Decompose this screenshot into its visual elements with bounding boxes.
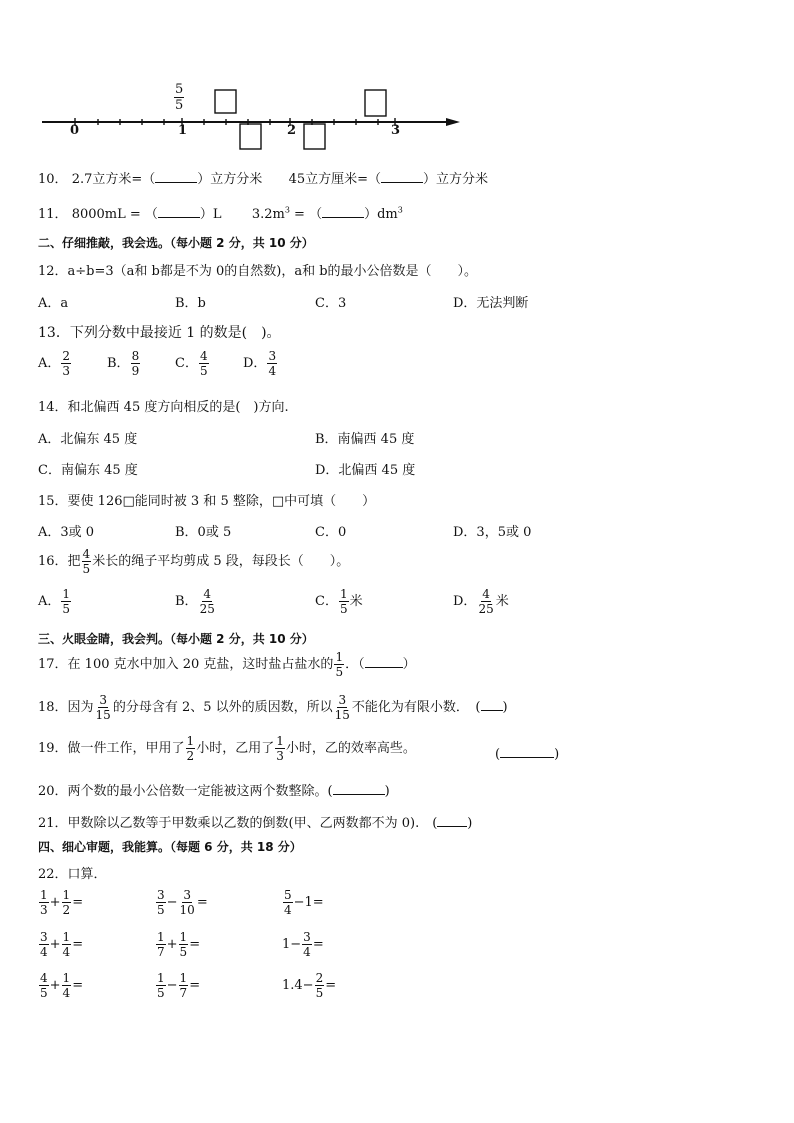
calc-item bbox=[282, 972, 336, 999]
fraction-numerator: 1 bbox=[335, 650, 344, 664]
fraction-numerator: 4 bbox=[40, 971, 48, 985]
fraction-denominator: 15 bbox=[95, 708, 111, 722]
bracket: ） bbox=[402, 657, 416, 672]
option-c[interactable]: C．南偏东 45 度 bbox=[38, 463, 138, 478]
option-b[interactable] bbox=[107, 350, 141, 377]
fraction-numerator: 4 bbox=[82, 547, 91, 561]
calc-item bbox=[38, 931, 83, 958]
fraction-denominator: 25 bbox=[199, 602, 215, 616]
fraction-numerator: 1 bbox=[62, 888, 71, 902]
fraction-numerator: 3 bbox=[303, 930, 311, 944]
fraction-numerator: 1 bbox=[157, 930, 165, 944]
equals-sign: = bbox=[72, 978, 84, 993]
operand: 1.4− bbox=[282, 978, 314, 993]
option-b[interactable]: B．0或 5 bbox=[175, 525, 232, 540]
fraction-denominator: 4 bbox=[303, 945, 311, 959]
bracket: ) bbox=[502, 700, 508, 715]
operator: − bbox=[166, 895, 178, 910]
fraction-numerator: 8 bbox=[131, 349, 140, 363]
fraction-numerator: 2 bbox=[315, 971, 324, 985]
calc-item bbox=[155, 889, 208, 916]
fraction-numerator: 5 bbox=[284, 888, 292, 902]
question-19-answer bbox=[495, 745, 559, 762]
calc-item bbox=[155, 972, 200, 999]
fraction-denominator: 5 bbox=[157, 903, 165, 917]
option-label: C． bbox=[175, 356, 198, 371]
option-c[interactable] bbox=[175, 350, 210, 377]
unit-text: ）dm bbox=[364, 207, 398, 222]
operator: + bbox=[49, 895, 61, 910]
question-20 bbox=[38, 780, 390, 799]
stem-text: 不能化为有限小数． ( bbox=[351, 700, 481, 715]
answer-box[interactable] bbox=[304, 124, 325, 149]
option-d[interactable]: D．3，5或 0 bbox=[453, 525, 532, 540]
number-line bbox=[38, 78, 468, 158]
operator: + bbox=[49, 937, 61, 952]
fraction-denominator: 5 bbox=[40, 986, 48, 1000]
fraction-denominator: 7 bbox=[179, 986, 188, 1000]
stem-text: ．（ bbox=[345, 657, 365, 672]
fraction-numerator: 5 bbox=[175, 82, 184, 97]
option-label: D． bbox=[243, 356, 267, 371]
number-line-fraction bbox=[174, 83, 184, 112]
operator: + bbox=[166, 937, 178, 952]
fraction-denominator: 5 bbox=[82, 562, 91, 576]
value: 45 bbox=[288, 172, 306, 187]
question-21 bbox=[38, 812, 472, 831]
bracket: ) bbox=[467, 816, 473, 831]
tick-label-1: 1 bbox=[178, 123, 188, 138]
calc-item bbox=[282, 931, 324, 958]
calc-item bbox=[155, 931, 200, 958]
superscript: 3 bbox=[397, 205, 403, 215]
option-d[interactable]: D．无法判断 bbox=[453, 296, 529, 311]
stem-text: 18．因为 bbox=[38, 700, 94, 715]
stem-text: 17．在 100 克水中加入 20 克盐，这时盐占盐水的 bbox=[38, 657, 334, 672]
option-label: B． bbox=[175, 594, 198, 609]
fraction-numerator: 3 bbox=[99, 693, 107, 707]
option-a[interactable] bbox=[38, 588, 72, 615]
stem-text: 21．甲数除以乙数等于甲数乘以乙数的倒数(甲、乙两数都不为 0). ( bbox=[38, 816, 438, 831]
answer-blank[interactable] bbox=[322, 205, 364, 218]
calc-item bbox=[38, 889, 83, 916]
question-12-stem: 12．a÷b=3（a和 b都是不为 0的自然数)，a和 b的最小公倍数是（ ）。 bbox=[38, 264, 478, 279]
fraction-denominator: 4 bbox=[40, 945, 48, 959]
equals-sign: = bbox=[72, 895, 84, 910]
fraction-numerator: 3 bbox=[338, 693, 347, 707]
fraction-denominator: 4 bbox=[62, 986, 71, 1000]
fraction-numerator: 1 bbox=[157, 971, 165, 985]
option-d[interactable]: D．北偏西 45 度 bbox=[315, 463, 416, 478]
fraction-numerator: 3 bbox=[40, 930, 48, 944]
value: 3.2m bbox=[251, 207, 285, 222]
calc-item bbox=[38, 972, 83, 999]
answer-blank[interactable] bbox=[481, 698, 503, 711]
fraction-numerator: 1 bbox=[40, 888, 48, 902]
fraction-numerator: 3 bbox=[183, 888, 191, 902]
fraction-denominator: 5 bbox=[335, 665, 344, 679]
fraction-denominator: 7 bbox=[157, 945, 165, 959]
fraction-numerator: 2 bbox=[62, 349, 71, 363]
answer-blank[interactable] bbox=[500, 745, 554, 758]
value: 8000mL = （ bbox=[71, 207, 158, 222]
question-11 bbox=[38, 203, 403, 222]
fraction-denominator: 2 bbox=[186, 749, 195, 763]
operand: 1− bbox=[282, 937, 302, 952]
option-d[interactable] bbox=[243, 350, 278, 377]
option-b[interactable]: B．b bbox=[175, 296, 206, 311]
section-3-heading: 三、火眼金睛，我会判。（每小题 2 分，共 10 分） bbox=[38, 632, 314, 646]
option-d[interactable] bbox=[453, 588, 509, 615]
fraction-numerator: 4 bbox=[203, 587, 212, 601]
equals-sign: = bbox=[312, 937, 324, 952]
option-a[interactable]: A．a bbox=[38, 296, 69, 311]
answer-blank[interactable] bbox=[333, 782, 385, 795]
answer-blank[interactable] bbox=[381, 170, 423, 183]
fraction-numerator: 4 bbox=[199, 349, 208, 363]
unit-text: = （ bbox=[289, 207, 323, 222]
answer-box[interactable] bbox=[365, 90, 386, 116]
section-2-heading: 二、仔细推敲，我会选。（每小题 2 分，共 10 分） bbox=[38, 236, 314, 250]
fraction-denominator: 5 bbox=[315, 986, 324, 1000]
superscript: 3 bbox=[284, 205, 290, 215]
equals-sign: = bbox=[72, 937, 84, 952]
stem-text: 小时，乙的效率高些。 bbox=[285, 741, 416, 756]
bracket: ) bbox=[384, 784, 390, 799]
operator: + bbox=[49, 978, 61, 993]
operator: −1= bbox=[293, 895, 324, 910]
fraction-numerator: 4 bbox=[482, 587, 490, 601]
unit-text: 米 bbox=[495, 594, 509, 609]
question-17 bbox=[38, 651, 416, 678]
fraction-denominator: 5 bbox=[199, 364, 208, 378]
value: 2.7 bbox=[71, 172, 93, 187]
fraction-denominator: 25 bbox=[478, 602, 494, 616]
option-b[interactable] bbox=[175, 588, 217, 615]
fraction-numerator: 1 bbox=[339, 587, 348, 601]
unit-text: ）L bbox=[199, 207, 222, 222]
question-16-stem bbox=[38, 548, 349, 575]
bracket: ( bbox=[495, 747, 501, 762]
answer-blank[interactable] bbox=[158, 205, 200, 218]
option-label: C． bbox=[315, 594, 338, 609]
stem-text: 的分母含有 2、5 以外的质因数，所以 bbox=[112, 700, 333, 715]
answer-blank[interactable] bbox=[155, 170, 197, 183]
question-10 bbox=[38, 168, 488, 187]
question-13-stem: 13．下列分数中最接近 1 的数是( )。 bbox=[38, 325, 281, 341]
fraction-denominator: 3 bbox=[62, 364, 71, 378]
fraction-numerator: 3 bbox=[268, 349, 277, 363]
tick-label-2: 2 bbox=[287, 123, 297, 138]
equals-sign: = bbox=[196, 895, 208, 910]
fraction-denominator: 4 bbox=[62, 945, 71, 959]
fraction-numerator: 1 bbox=[62, 971, 71, 985]
question-number: 10． bbox=[38, 172, 68, 187]
fraction-numerator: 1 bbox=[62, 587, 71, 601]
fraction-denominator: 5 bbox=[179, 945, 188, 959]
option-c[interactable]: C．3 bbox=[315, 296, 347, 311]
question-18 bbox=[38, 694, 508, 721]
fraction-denominator: 5 bbox=[157, 986, 165, 1000]
fraction-denominator: 3 bbox=[40, 903, 48, 917]
fraction-denominator: 5 bbox=[339, 602, 348, 616]
fraction-denominator: 5 bbox=[62, 602, 71, 616]
fraction-denominator: 9 bbox=[131, 364, 140, 378]
fraction-numerator: 1 bbox=[186, 734, 195, 748]
fraction-denominator: 3 bbox=[276, 749, 284, 763]
option-a[interactable]: A．北偏东 45 度 bbox=[38, 432, 138, 447]
stem-text: 米长的绳子平均剪成 5 段，每段长（ ）。 bbox=[92, 554, 350, 569]
answer-box[interactable] bbox=[215, 90, 236, 113]
unit-text: 立方厘米=（ bbox=[305, 172, 382, 187]
fraction-denominator: 15 bbox=[334, 708, 350, 722]
question-19 bbox=[38, 735, 416, 762]
tick-label-0: 0 bbox=[70, 123, 80, 138]
calc-item bbox=[282, 889, 324, 916]
unit-text: ）立方分米 bbox=[197, 172, 263, 187]
fraction-numerator: 1 bbox=[179, 930, 188, 944]
option-a[interactable] bbox=[38, 350, 72, 377]
question-number: 11． bbox=[38, 207, 68, 222]
operator: − bbox=[166, 978, 178, 993]
question-22-stem: 22．口算． bbox=[38, 867, 107, 882]
option-label: A． bbox=[38, 594, 61, 609]
equals-sign: = bbox=[189, 978, 201, 993]
option-label: D． bbox=[453, 594, 477, 609]
fraction-denominator: 2 bbox=[62, 903, 71, 917]
fraction-denominator: 4 bbox=[268, 364, 277, 378]
option-label: A． bbox=[38, 356, 61, 371]
option-label: B． bbox=[107, 356, 130, 371]
fraction-numerator: 1 bbox=[276, 734, 284, 748]
stem-text: 小时，乙用了 bbox=[196, 741, 275, 756]
stem-text: 20．两个数的最小公倍数一定能被这两个数整除。( bbox=[38, 784, 333, 799]
fraction-denominator: 5 bbox=[175, 98, 184, 113]
fraction-numerator: 1 bbox=[62, 930, 71, 944]
option-a[interactable]: A．3或 0 bbox=[38, 525, 95, 540]
fraction-denominator: 4 bbox=[284, 903, 292, 917]
section-4-heading: 四、细心审题，我能算。（每题 6 分，共 18 分） bbox=[38, 840, 302, 854]
unit-text: 立方米=（ bbox=[92, 172, 156, 187]
stem-text: 19．做一件工作，甲用了 bbox=[38, 741, 185, 756]
answer-blank[interactable] bbox=[437, 814, 467, 827]
answer-box[interactable] bbox=[240, 124, 261, 149]
option-c[interactable]: C．0 bbox=[315, 525, 347, 540]
option-b[interactable]: B．南偏西 45 度 bbox=[315, 432, 415, 447]
unit-text: 米 bbox=[349, 594, 363, 609]
equals-sign: = bbox=[325, 978, 337, 993]
fraction-numerator: 1 bbox=[179, 971, 188, 985]
fraction-numerator: 3 bbox=[157, 888, 165, 902]
equals-sign: = bbox=[189, 937, 201, 952]
option-c[interactable] bbox=[315, 588, 363, 615]
bracket: ) bbox=[554, 747, 560, 762]
question-14-stem: 14．和北偏西 45 度方向相反的是( )方向. bbox=[38, 400, 289, 415]
answer-blank[interactable] bbox=[365, 655, 403, 668]
fraction-denominator: 10 bbox=[179, 903, 195, 917]
question-15-stem: 15．要使 126□能同时被 3 和 5 整除，□中可填（ ） bbox=[38, 494, 376, 509]
tick-label-3: 3 bbox=[391, 123, 401, 138]
stem-text: 16．把 bbox=[38, 554, 81, 569]
unit-text: ）立方分米 bbox=[423, 172, 489, 187]
